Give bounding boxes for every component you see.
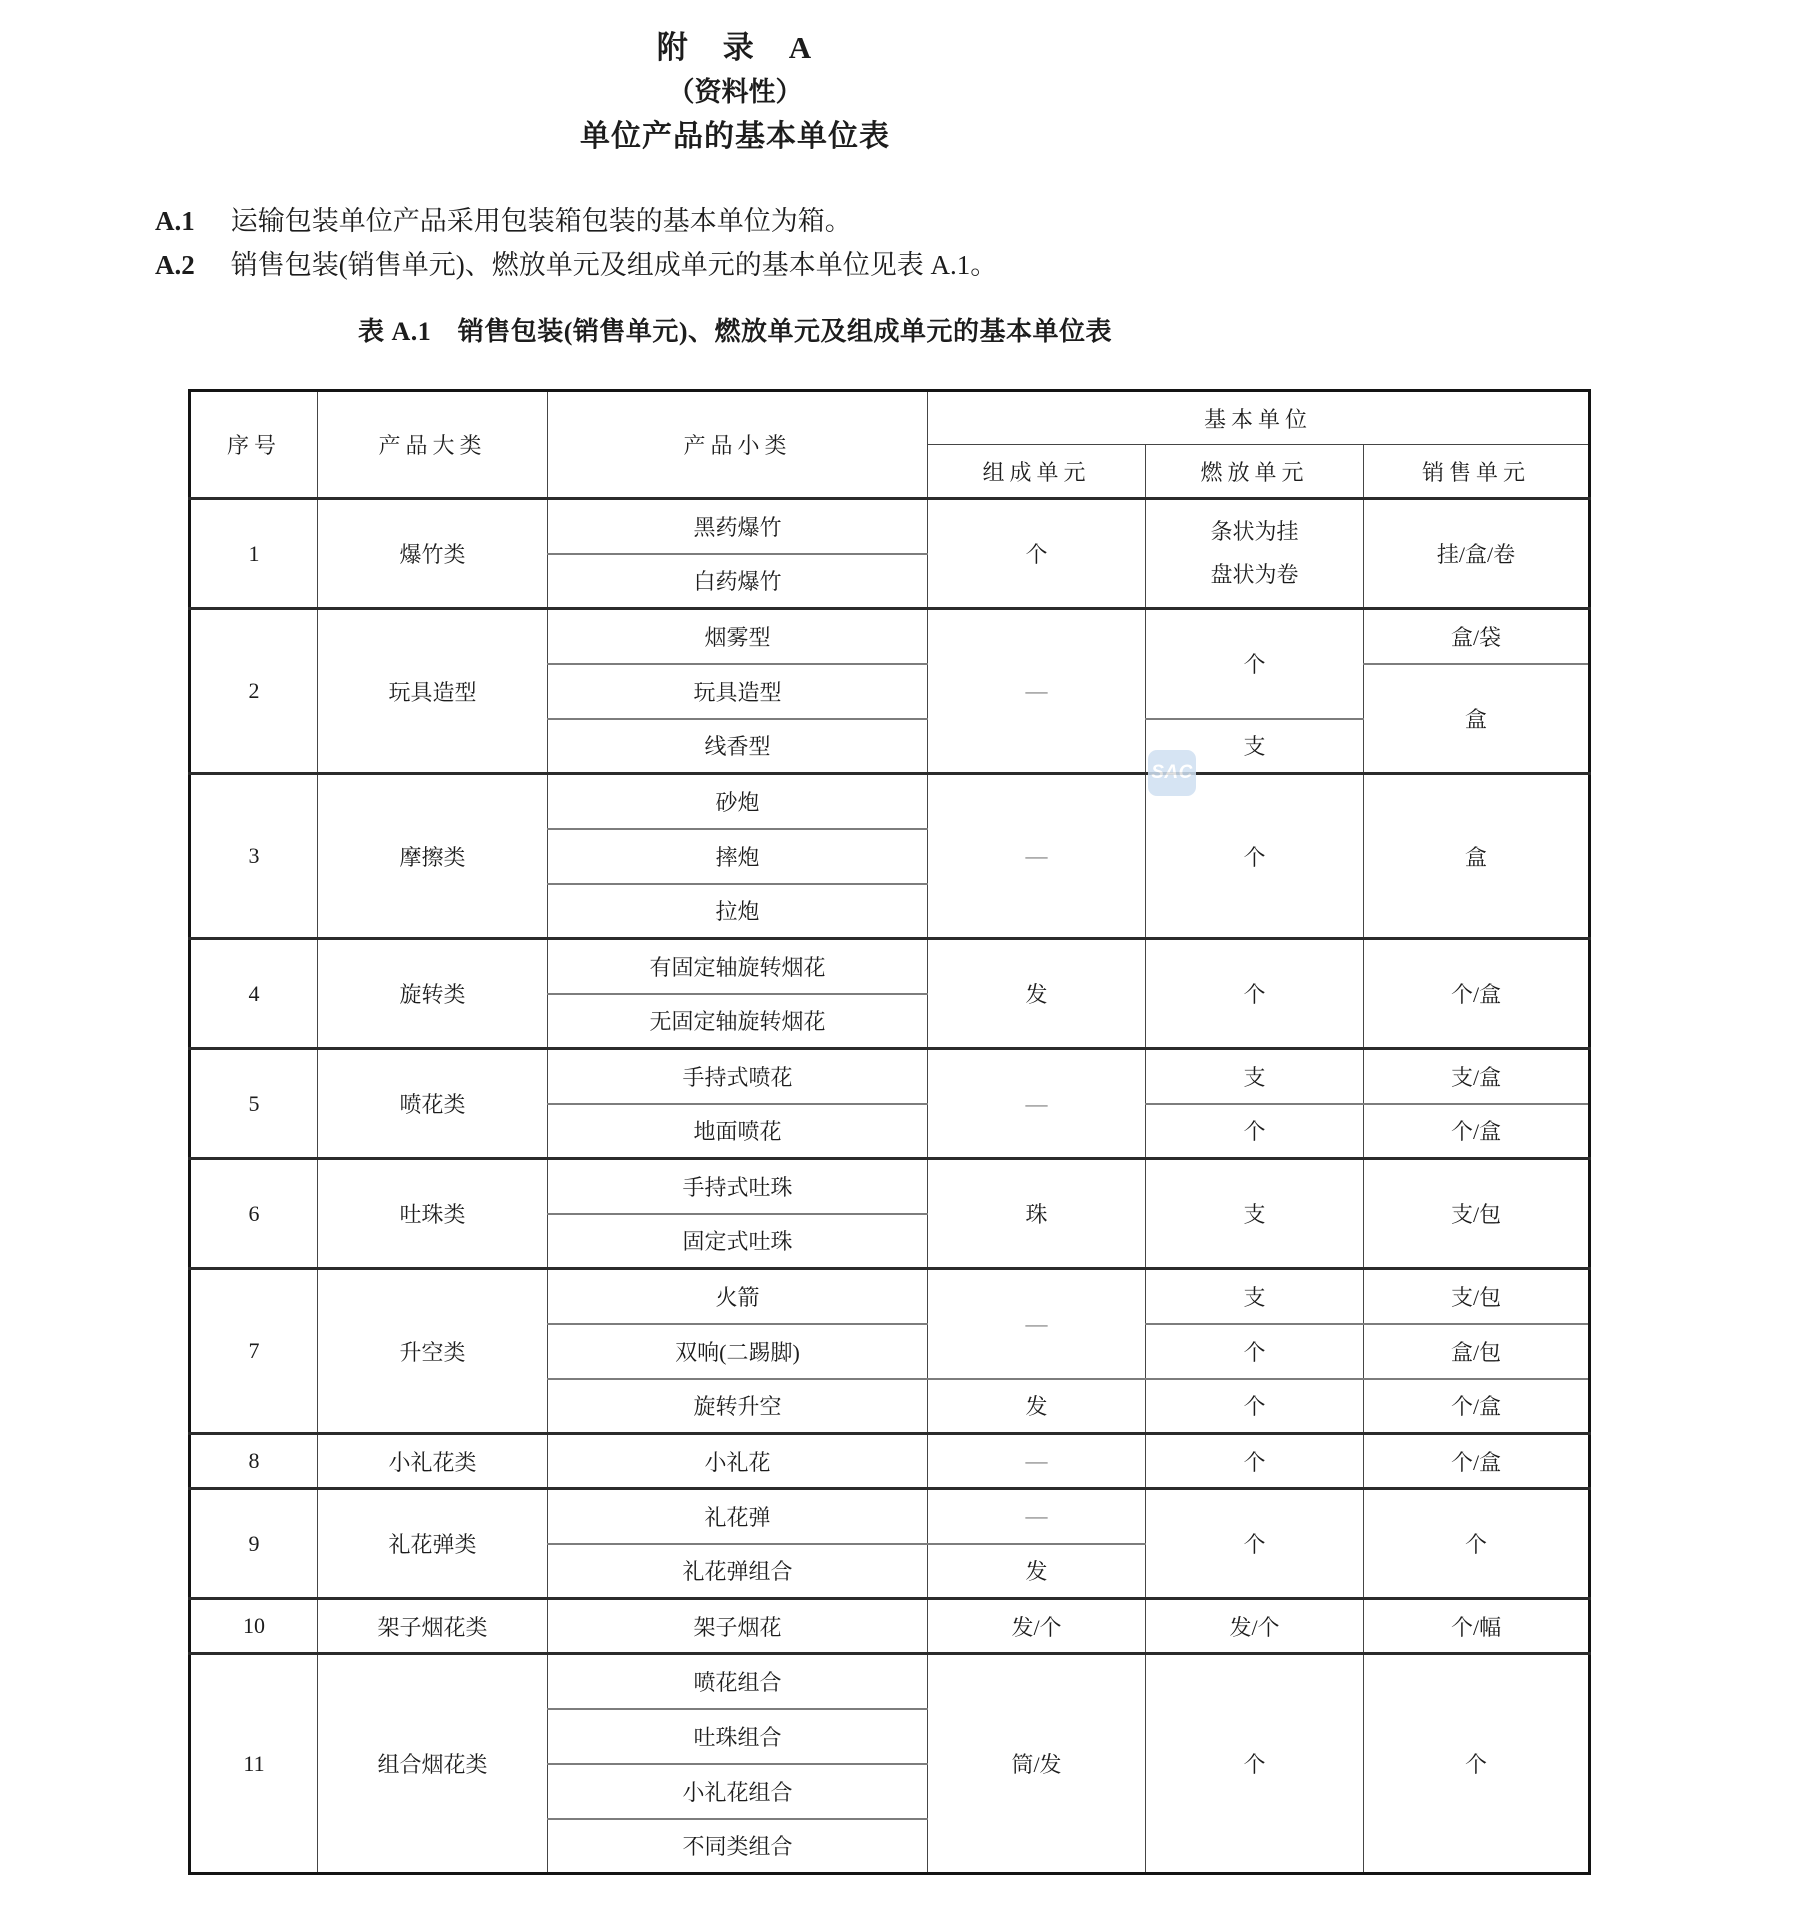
cell-subcategory: 火箭 [548, 1269, 928, 1324]
sac-watermark-logo: SAC [1148, 750, 1196, 796]
cell-sales-unit: 个/盒 [1364, 1434, 1590, 1489]
page-title: 单位产品的基本单位表 [580, 120, 890, 153]
cell-component-unit: — [928, 1434, 1146, 1489]
table-row [190, 939, 1590, 994]
cell-sales-unit: 个/盒 [1364, 939, 1590, 1049]
cell-category: 旋转类 [318, 939, 548, 1049]
cell-category: 玩具造型 [318, 609, 548, 774]
cell-discharge-unit: 个 [1146, 1434, 1364, 1489]
cell-subcategory: 线香型 [548, 719, 928, 774]
cell-subcategory: 小礼花组合 [548, 1764, 928, 1819]
cell-component-unit: — [928, 774, 1146, 939]
paragraph-a1-label: A.1 [155, 206, 195, 236]
cell-sales-unit: 个/幅 [1364, 1599, 1590, 1654]
cell-sales-unit: 支/盒 [1364, 1049, 1590, 1104]
cell-discharge-unit: 发/个 [1146, 1599, 1364, 1654]
cell-subcategory: 不同类组合 [548, 1819, 928, 1874]
col-header-subcategory: 产品小类 [548, 391, 928, 499]
table-row [190, 499, 1590, 554]
cell-serial: 4 [190, 939, 318, 1049]
col-header-sales-unit: 销售单元 [1364, 445, 1590, 499]
cell-subcategory: 架子烟花 [548, 1599, 928, 1654]
cell-discharge-unit: 支 [1146, 1049, 1364, 1104]
cell-discharge-unit: 个 [1146, 609, 1364, 719]
cell-category: 吐珠类 [318, 1159, 548, 1269]
cell-sales-unit: 支/包 [1364, 1269, 1590, 1324]
table-row [190, 1159, 1590, 1214]
cell-component-unit: 发 [928, 1379, 1146, 1434]
cell-serial: 2 [190, 609, 318, 774]
cell-sales-unit: 个 [1364, 1654, 1590, 1874]
table-row [190, 1654, 1590, 1709]
basic-unit-table [188, 389, 1591, 1875]
col-header-component-unit: 组成单元 [928, 445, 1146, 499]
cell-subcategory: 无固定轴旋转烟花 [548, 994, 928, 1049]
cell-subcategory: 砂炮 [548, 774, 928, 829]
cell-discharge-unit: 支 [1146, 1269, 1364, 1324]
cell-sales-unit: 个 [1364, 1489, 1590, 1599]
table-row [190, 1489, 1590, 1544]
cell-sales-unit: 个/盒 [1364, 1104, 1590, 1159]
paragraph-a2-label: A.2 [155, 250, 195, 280]
paragraph-a1-text: 运输包装单位产品采用包装箱包装的基本单位为箱。 [230, 206, 852, 236]
table-row [190, 1434, 1590, 1489]
cell-discharge-unit: 个 [1146, 1324, 1364, 1379]
cell-subcategory: 礼花弹 [548, 1489, 928, 1544]
cell-serial: 3 [190, 774, 318, 939]
cell-discharge-unit: 个 [1146, 774, 1364, 939]
cell-component-unit: 发/个 [928, 1599, 1146, 1654]
cell-subcategory: 礼花弹组合 [548, 1544, 928, 1599]
cell-subcategory: 手持式喷花 [548, 1049, 928, 1104]
table-row [190, 774, 1590, 829]
cell-component-unit: — [928, 1489, 1146, 1544]
cell-subcategory: 吐珠组合 [548, 1709, 928, 1764]
cell-component-unit: — [928, 1049, 1146, 1159]
cell-sales-unit: 个/盒 [1364, 1379, 1590, 1434]
cell-subcategory: 烟雾型 [548, 609, 928, 664]
cell-category: 喷花类 [318, 1049, 548, 1159]
cell-component-unit: 筒/发 [928, 1654, 1146, 1874]
cell-sales-unit: 挂/盒/卷 [1364, 499, 1590, 609]
col-header-basic-unit: 基本单位 [928, 391, 1590, 445]
cell-subcategory: 拉炮 [548, 884, 928, 939]
paragraph-a1 [155, 199, 852, 238]
cell-component-unit: 珠 [928, 1159, 1146, 1269]
cell-component-unit: 个 [928, 499, 1146, 609]
table-row [190, 1599, 1590, 1654]
table-caption: 表 A.1 销售包装(销售单元)、燃放单元及组成单元的基本单位表 [357, 317, 1113, 346]
cell-subcategory: 旋转升空 [548, 1379, 928, 1434]
cell-discharge-unit: 个 [1146, 939, 1364, 1049]
cell-serial: 5 [190, 1049, 318, 1159]
cell-subcategory: 地面喷花 [548, 1104, 928, 1159]
cell-component-unit: — [928, 1269, 1146, 1379]
cell-subcategory: 有固定轴旋转烟花 [548, 939, 928, 994]
cell-component-unit: 发 [928, 939, 1146, 1049]
appendix-title: 附 录 A [656, 30, 814, 65]
discharge-line: 条状为挂 [1210, 518, 1299, 544]
paragraph-a2-text: 销售包装(销售单元)、燃放单元及组成单元的基本单位见表 A.1。 [230, 250, 998, 280]
cell-subcategory: 白药爆竹 [548, 554, 928, 609]
cell-subcategory: 黑药爆竹 [548, 499, 928, 554]
cell-subcategory: 小礼花 [548, 1434, 928, 1489]
col-header-serial: 序号 [190, 391, 318, 499]
cell-subcategory: 固定式吐珠 [548, 1214, 928, 1269]
cell-sales-unit: 盒/袋 [1364, 609, 1590, 664]
cell-discharge-unit: 个 [1146, 1654, 1364, 1874]
cell-sales-unit: 支/包 [1364, 1159, 1590, 1269]
cell-discharge-unit: 个 [1146, 1489, 1364, 1599]
discharge-line: 盘状为卷 [1210, 561, 1299, 587]
cell-category: 礼花弹类 [318, 1489, 548, 1599]
table-row [190, 1049, 1590, 1104]
cell-component-unit: — [928, 609, 1146, 774]
informative-note: （资料性） [667, 77, 803, 107]
cell-category: 爆竹类 [318, 499, 548, 609]
cell-subcategory: 喷花组合 [548, 1654, 928, 1709]
cell-subcategory: 摔炮 [548, 829, 928, 884]
cell-serial: 6 [190, 1159, 318, 1269]
cell-category: 摩擦类 [318, 774, 548, 939]
cell-category: 架子烟花类 [318, 1599, 548, 1654]
cell-category: 升空类 [318, 1269, 548, 1434]
cell-discharge-unit: 个 [1146, 1104, 1364, 1159]
cell-subcategory: 双响(二踢脚) [548, 1324, 928, 1379]
table-row [190, 1269, 1590, 1324]
cell-component-unit: 发 [928, 1544, 1146, 1599]
cell-subcategory: 手持式吐珠 [548, 1159, 928, 1214]
cell-sales-unit: 盒/包 [1364, 1324, 1590, 1379]
cell-sales-unit: 盒 [1364, 664, 1590, 774]
cell-serial: 9 [190, 1489, 318, 1599]
cell-discharge-unit [1146, 499, 1364, 609]
cell-sales-unit: 盒 [1364, 774, 1590, 939]
cell-discharge-unit: 支 [1146, 719, 1364, 774]
cell-serial: 7 [190, 1269, 318, 1434]
cell-serial: 11 [190, 1654, 318, 1874]
cell-discharge-unit: 个 [1146, 1379, 1364, 1434]
cell-subcategory: 玩具造型 [548, 664, 928, 719]
cell-category: 组合烟花类 [318, 1654, 548, 1874]
cell-discharge-unit: 支 [1146, 1159, 1364, 1269]
paragraph-a2 [155, 243, 997, 282]
col-header-category: 产品大类 [318, 391, 548, 499]
col-header-discharge-unit: 燃放单元 [1146, 445, 1364, 499]
cell-serial: 8 [190, 1434, 318, 1489]
cell-serial: 1 [190, 499, 318, 609]
table-row [190, 609, 1590, 664]
cell-serial: 10 [190, 1599, 318, 1654]
cell-category: 小礼花类 [318, 1434, 548, 1489]
